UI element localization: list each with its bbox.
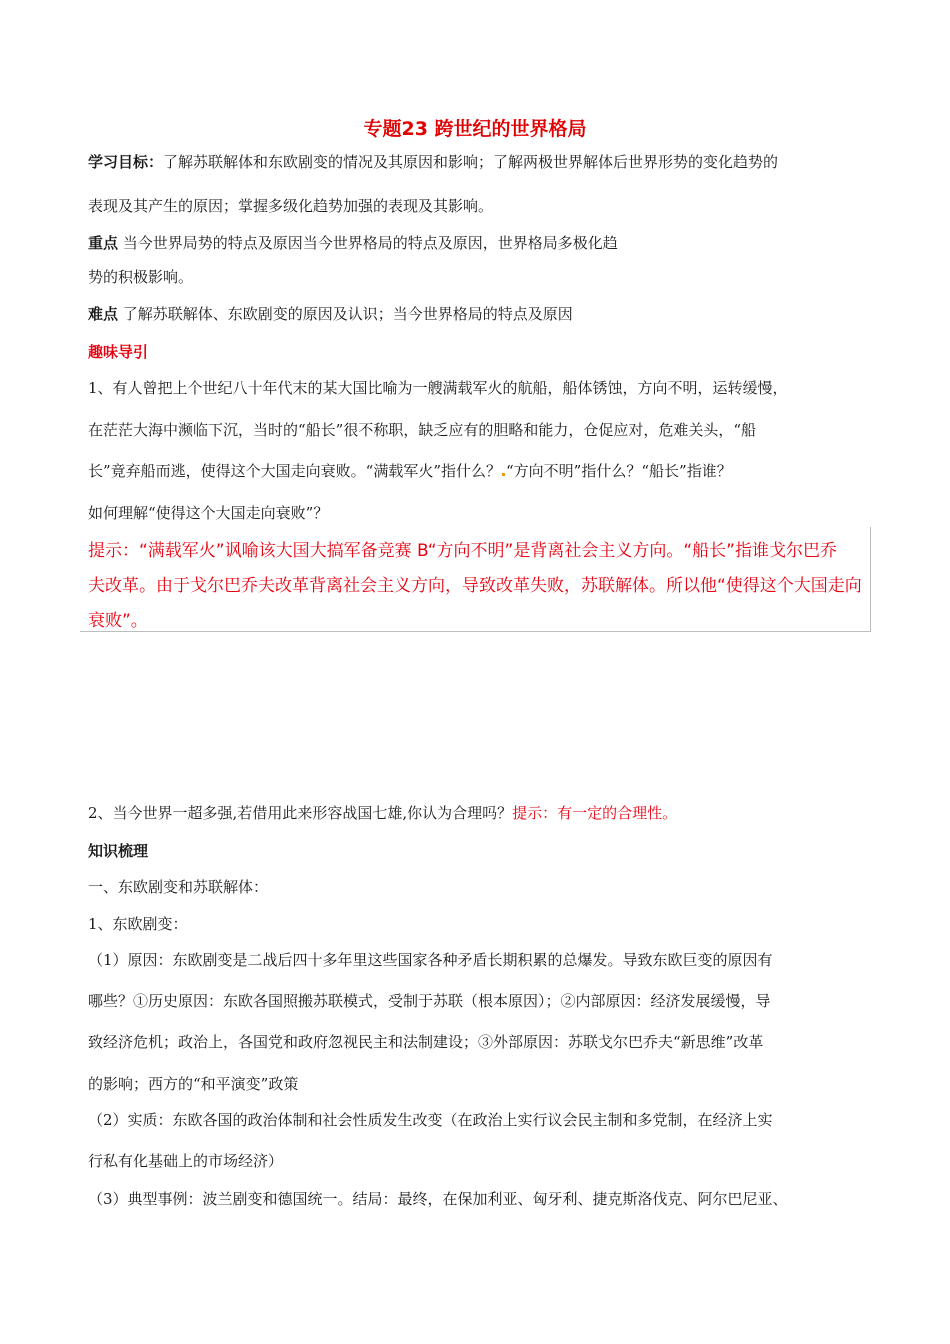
marker-dot — [502, 473, 505, 476]
hint-1-line-3: 衰败”。 — [88, 611, 148, 631]
cause-line-1: （1）原因：东欧剧变是二战后四十多年里这些国家各种矛盾长期积累的总爆发。导致东欧巨变的原因有 — [88, 951, 773, 969]
question-1-line-3 — [88, 460, 732, 482]
difficulties-label: 难点 — [88, 305, 119, 323]
cause-line-4: 的影响；西方的“和平演变”政策 — [88, 1075, 299, 1093]
question-1-line-3a: 长”竟弃船而逃，使得这个大国走向衰败。“满载军火”指什么？ — [88, 462, 502, 480]
key-points-line-1 — [88, 232, 618, 254]
question-1-line-2: 在茫茫大海中濒临下沉，当时的“船长”很不称职，缺乏应有的胆略和能力，仓促应对，危难关头，“船 — [88, 421, 757, 439]
section-1-heading: 一、东欧剧变和苏联解体： — [88, 878, 269, 896]
knowledge-heading: 知识梳理 — [88, 842, 149, 860]
question-1-line-3b: “方向不明”指什么？“船长”指谁？ — [506, 462, 732, 480]
learning-goals-label: 学习目标： — [88, 153, 164, 171]
key-points-text-2: 势的积极影响。 — [88, 268, 194, 286]
intro-heading: 趣味导引 — [88, 343, 149, 361]
hint-1-line-1: 提示：“满载军火”讽喻该大国大搞军备竞赛 B“方向不明”是背离社会主义方向。“船长”指谁戈尔巴乔 — [88, 541, 837, 561]
hint-1-line-2: 夫改革。由于戈尔巴乔夫改革背离社会主义方向，导致改革失败，苏联解体。所以他“使得这个大国走向 — [88, 576, 862, 596]
learning-goals-text-2: 表现及其产生的原因；掌握多级化趋势加强的表现及其影响。 — [88, 197, 494, 215]
learning-goals-text-1: 了解苏联解体和东欧剧变的情况及其原因和影响；了解两极世界解体后世界形势的变化趋势的 — [163, 153, 779, 171]
key-points-text-1: 当今世界局势的特点及原因当今世界格局的特点及原因，世界格局多极化趋 — [122, 234, 618, 252]
cause-line-2: 哪些？①历史原因：东欧各国照搬苏联模式，受制于苏联（根本原因）；②内部原因：经济发展缓慢，导 — [88, 992, 771, 1010]
question-1-line-4: 如何理解“使得这个大国走向衰败”？ — [88, 504, 329, 522]
essence-line-2: 行私有化基础上的市场经济） — [88, 1152, 284, 1170]
difficulties-text: 了解苏联解体、东欧剧变的原因及认识；当今世界格局的特点及原因 — [122, 305, 573, 323]
key-points-label: 重点 — [88, 234, 119, 252]
events-line-1: （3）典型事例：波兰剧变和德国统一。结局：最终，在保加利亚、匈牙利、捷克斯洛伐克、阿尔巴尼亚、 — [88, 1190, 788, 1208]
question-1-line-1: 1、有人曾把上个世纪八十年代末的某大国比喻为一艘满载军火的航船，船体锈蚀，方向不明，运转缓慢， — [88, 379, 788, 397]
cause-line-3: 致经济危机；政治上，各国党和政府忽视民主和法制建设；③外部原因：苏联戈尔巴乔夫“新思维”改革 — [88, 1033, 764, 1051]
learning-goals-line-1 — [88, 151, 778, 173]
essence-line-1: （2）实质：东欧各国的政治体制和社会性质发生改变（在政治上实行议会民主制和多党制，在经济上实 — [88, 1111, 773, 1129]
difficulties-line — [88, 303, 573, 325]
subsection-1-heading: 1、东欧剧变： — [88, 915, 188, 933]
page-title: 专题23 跨世纪的世界格局 — [363, 118, 587, 140]
question-2-text: 2、当今世界一超多强,若借用此来形容战国七雄,你认为合理吗？ — [88, 804, 513, 822]
question-2-hint: 提示：有一定的合理性。 — [512, 804, 678, 822]
question-2-line — [88, 802, 677, 824]
